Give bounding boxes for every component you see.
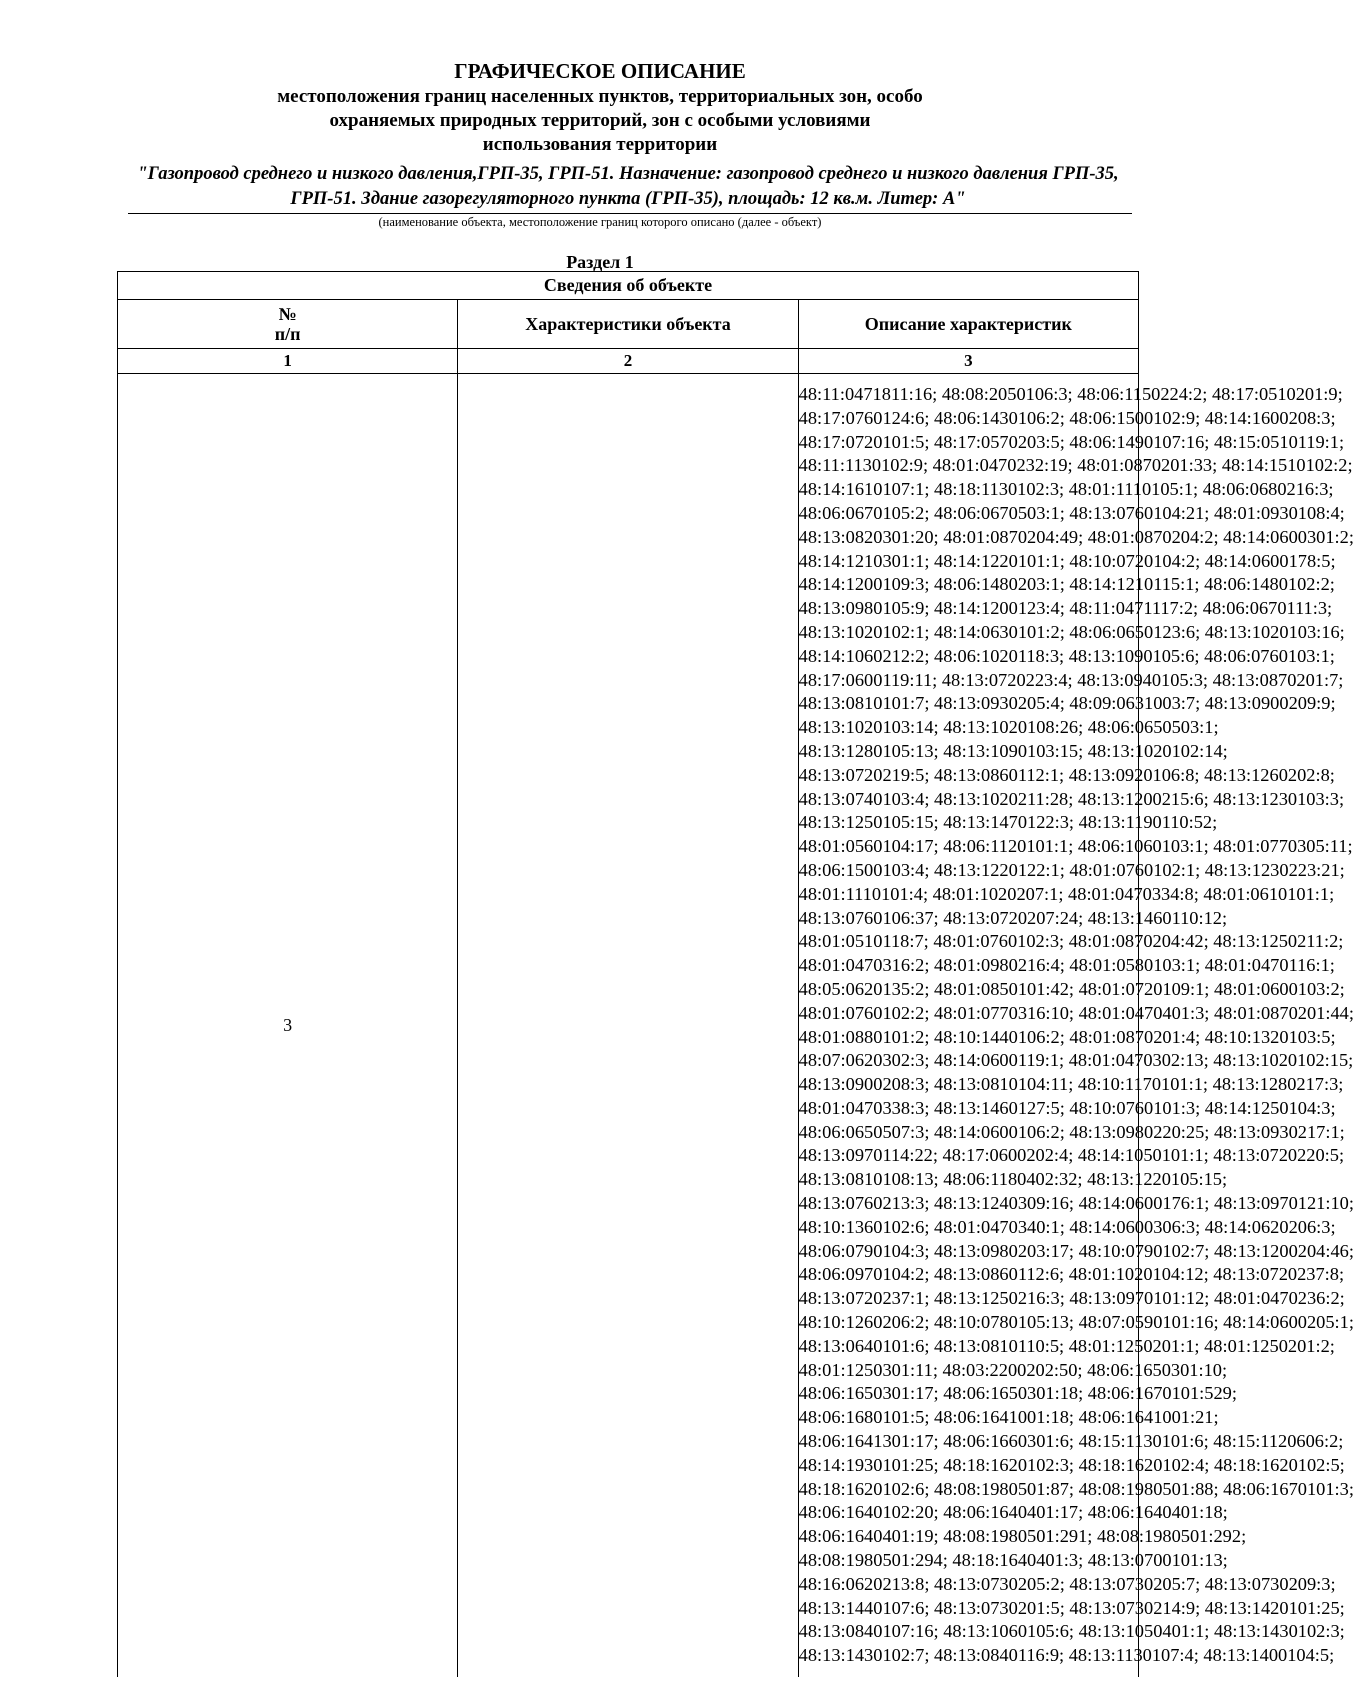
list-item: 48:06:0650507:3; 48:14:0600106:2; 48:13:0980220:25; 48:13:0930217:1; [798, 1121, 1345, 1142]
list-item: 48:13:0720237:1; 48:13:1250216:3; 48:13:0970101:12; 48:01:0470236:2; [798, 1288, 1345, 1309]
column-number-1: 1 [118, 349, 458, 374]
object-name: "Газопровод среднего и низкого давления,ГРП-35, ГРП-51. Назначение: газопровод среднего и низкого давления ГРП-35, ГРП-51. Здание газорегуляторного пункта (ГРП-35), площадь: 12 кв.м. Литер: А" [137, 164, 1119, 209]
list-item: 48:06:0790104:3; 48:13:0980203:17; 48:10:0790102:7; 48:13:1200204:46; [798, 1240, 1354, 1261]
list-item: 48:13:0810108:13; 48:06:1180402:32; 48:13:1220105:15; [798, 1169, 1228, 1190]
list-item: 48:01:0560104:17; 48:06:1120101:1; 48:06:1060103:1; 48:01:0770305:11; [798, 836, 1353, 857]
list-item: 48:06:1650301:17; 48:06:1650301:18; 48:06:1670101:529; [798, 1383, 1237, 1404]
header-number-line: п/п [274, 324, 301, 344]
cadastral-number-list [798, 383, 1354, 1668]
header-number-line: № [278, 304, 297, 324]
list-item: 48:14:1200109:3; 48:06:1480203:1; 48:14:1210115:1; 48:06:1480102:2; [798, 574, 1335, 595]
list-item: 48:01:1110101:4; 48:01:1020207:1; 48:01:0470334:8; 48:01:0610101:1; [798, 883, 1335, 904]
header-characteristics: Характеристики объекта [458, 300, 798, 349]
table-caption-row [118, 272, 1139, 300]
list-item: 48:17:0600119:11; 48:13:0720223:4; 48:13:0940105:3; 48:13:0870201:7; [798, 669, 1344, 690]
list-item: 48:13:1250105:15; 48:13:1470122:3; 48:13:1190110:52; [798, 812, 1218, 833]
list-item: 48:13:0720219:5; 48:13:0860112:1; 48:13:0920106:8; 48:13:1260202:8; [798, 764, 1335, 785]
row-description [798, 374, 1354, 1678]
list-item: 48:13:1020103:14; 48:13:1020108:26; 48:06:0650503:1; [798, 717, 1219, 738]
list-item: 48:14:1930101:25; 48:18:1620102:3; 48:18:1620102:4; 48:18:1620102:5; [798, 1454, 1345, 1475]
table-header-row [118, 300, 1139, 349]
list-item: 48:13:0640101:6; 48:13:0810110:5; 48:01:1250201:1; 48:01:1250201:2; [798, 1335, 1335, 1356]
list-item: 48:14:1610107:1; 48:18:1130102:3; 48:01:1110105:1; 48:06:0680216:3; [798, 479, 1334, 500]
list-item: 48:13:1440107:6; 48:13:0730201:5; 48:13:0730214:9; 48:13:1420101:25; [798, 1597, 1345, 1618]
header-number [118, 300, 458, 349]
list-item: 48:13:1020102:1; 48:14:0630101:2; 48:06:0650123:6; 48:13:1020103:16; [798, 621, 1345, 642]
section-title: Раздел 1 [566, 252, 634, 272]
list-item: 48:01:0470316:2; 48:01:0980216:4; 48:01:0580103:1; 48:01:0470116:1; [798, 955, 1335, 976]
list-item: 48:13:1430102:7; 48:13:0840116:9; 48:13:1130107:4; 48:13:1400104:5; [798, 1645, 1335, 1666]
list-item: 48:06:1500103:4; 48:13:1220122:1; 48:01:0760102:1; 48:13:1230223:21; [798, 859, 1345, 880]
list-item: 48:11:0471811:16; 48:08:2050106:3; 48:06:1150224:2; 48:17:0510201:9; [798, 383, 1343, 404]
column-number-2: 2 [458, 349, 798, 374]
list-item: 48:01:0510118:7; 48:01:0760102:3; 48:01:0870204:42; 48:13:1250211:2; [798, 931, 1344, 952]
list-item: 48:13:0900208:3; 48:13:0810104:11; 48:10:1170101:1; 48:13:1280217:3; [798, 1074, 1344, 1095]
list-item: 48:14:1060212:2; 48:06:1020118:3; 48:13:1090105:6; 48:06:0760103:1; [798, 645, 1335, 666]
row-characteristic [458, 374, 798, 1678]
list-item: 48:01:0880101:2; 48:10:1440106:2; 48:01:0870201:4; 48:10:1320103:5; [798, 1026, 1336, 1047]
table-caption: Сведения об объекте [118, 272, 1139, 300]
list-item: 48:13:0760106:37; 48:13:0720207:24; 48:13:1460110:12; [798, 907, 1228, 928]
list-item: 48:13:0740103:4; 48:13:1020211:28; 48:13:1200215:6; 48:13:1230103:3; [798, 788, 1345, 809]
list-item: 48:17:0720101:5; 48:17:0570203:5; 48:06:1490107:16; 48:15:0510119:1; [798, 431, 1345, 452]
list-item: 48:01:1250301:11; 48:03:2200202:50; 48:06:1650301:10; [798, 1359, 1228, 1380]
list-item: 48:14:1210301:1; 48:14:1220101:1; 48:10:0720104:2; 48:14:0600178:5; [798, 550, 1336, 571]
list-item: 48:05:0620135:2; 48:01:0850101:42; 48:01:0720109:1; 48:01:0600103:2; [798, 978, 1345, 999]
list-item: 48:13:0980105:9; 48:14:1200123:4; 48:11:0471117:2; 48:06:0670111:3; [798, 598, 1333, 619]
list-item: 48:06:1680101:5; 48:06:1641001:18; 48:06:1641001:21; [798, 1407, 1219, 1428]
list-item: 48:07:0620302:3; 48:14:0600119:1; 48:01:0470302:13; 48:13:1020102:15; [798, 1050, 1354, 1071]
row-number: 3 [118, 374, 458, 1678]
list-item: 48:10:1260206:2; 48:10:0780105:13; 48:07:0590101:16; 48:14:0600205:1; [798, 1312, 1354, 1333]
list-item: 48:08:1980501:294; 48:18:1640401:3; 48:13:0700101:13; [798, 1550, 1228, 1571]
list-item: 48:06:0970104:2; 48:13:0860112:6; 48:01:1020104:12; 48:13:0720237:8; [798, 1264, 1345, 1285]
object-name-caption: (наименование объекта, местоположение границ которого описано (далее - объект) [378, 215, 822, 229]
list-item: 48:13:1280105:13; 48:13:1090103:15; 48:13:1020102:14; [798, 740, 1228, 761]
list-item: 48:16:0620213:8; 48:13:0730205:2; 48:13:0730205:7; 48:13:0730209:3; [798, 1573, 1336, 1594]
document-title: ГРАФИЧЕСКОЕ ОПИСАНИЕ [454, 59, 746, 83]
list-item: 48:18:1620102:6; 48:08:1980501:87; 48:08:1980501:88; 48:06:1670101:3; [798, 1478, 1354, 1499]
list-item: 48:06:0670105:2; 48:06:0670503:1; 48:13:0760104:21; 48:01:0930108:4; [798, 502, 1345, 523]
list-item: 48:06:1640401:19; 48:08:1980501:291; 48:08:1980501:292; [798, 1526, 1247, 1547]
list-item: 48:13:0760213:3; 48:13:1240309:16; 48:14:0600176:1; 48:13:0970121:10; [798, 1193, 1354, 1214]
list-item: 48:06:1641301:17; 48:06:1660301:6; 48:15:1130101:6; 48:15:1120606:2; [798, 1431, 1344, 1452]
header-description: Описание характеристик [798, 300, 1138, 349]
list-item: 48:17:0760124:6; 48:06:1430106:2; 48:06:1500102:9; 48:14:1600208:3; [798, 407, 1336, 428]
document-subtitle: местоположения границ населенных пунктов, территориальных зон, особо охраняемых природных территорий, зон с особыми условиями использования территории [277, 86, 923, 155]
list-item: 48:13:0840107:16; 48:13:1060105:6; 48:13:1050401:1; 48:13:1430102:3; [798, 1621, 1345, 1642]
list-item: 48:13:0820301:20; 48:01:0870204:49; 48:01:0870204:2; 48:14:0600301:2; [798, 526, 1354, 547]
column-number-row [118, 349, 1139, 374]
list-item: 48:01:0470338:3; 48:13:1460127:5; 48:10:0760101:3; 48:14:1250104:3; [798, 1097, 1336, 1118]
list-item: 48:06:1640102:20; 48:06:1640401:17; 48:06:1640401:18; [798, 1502, 1228, 1523]
list-item: 48:10:1360102:6; 48:01:0470340:1; 48:14:0600306:3; 48:14:0620206:3; [798, 1216, 1336, 1237]
list-item: 48:13:0810101:7; 48:13:0930205:4; 48:09:0631003:7; 48:13:0900209:9; [798, 693, 1336, 714]
object-info-table [117, 271, 1354, 1677]
list-item: 48:01:0760102:2; 48:01:0770316:10; 48:01:0470401:3; 48:01:0870201:44; [798, 1002, 1354, 1023]
table-row [118, 374, 1139, 1678]
list-item: 48:11:1130102:9; 48:01:0470232:19; 48:01:0870201:33; 48:14:1510102:2; [798, 455, 1353, 476]
column-number-3: 3 [798, 349, 1138, 374]
list-item: 48:13:0970114:22; 48:17:0600202:4; 48:14:1050101:1; 48:13:0720220:5; [798, 1145, 1345, 1166]
